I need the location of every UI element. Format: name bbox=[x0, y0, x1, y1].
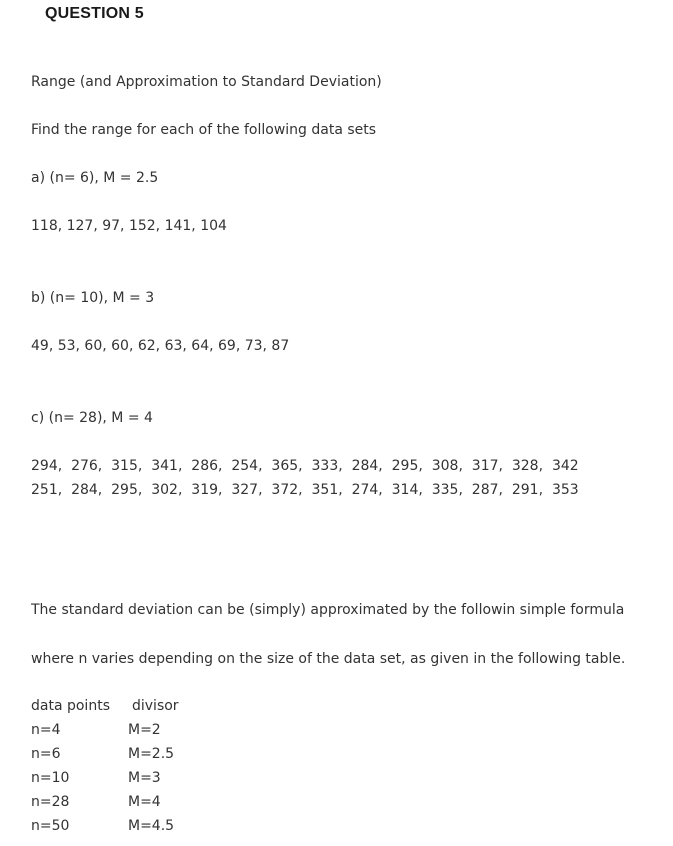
part-c-data-line2: 251, 284, 295, 302, 319, 327, 372, 351, 274, 314, 335, 287, 291, 353 bbox=[31, 482, 579, 498]
table-cell-m: M=4.5 bbox=[128, 818, 175, 834]
table-cell-m: M=3 bbox=[128, 770, 161, 786]
section-heading: Range (and Approximation to Standard Deviation) bbox=[31, 74, 382, 90]
table-cell-m: M=4 bbox=[128, 794, 161, 810]
table-row bbox=[31, 794, 231, 814]
part-c-label: c) (n= 28), M = 4 bbox=[31, 410, 153, 426]
part-a-label: a) (n= 6), M = 2.5 bbox=[31, 170, 159, 186]
table-header-data-points: data points bbox=[31, 698, 110, 714]
table-row bbox=[31, 770, 231, 790]
part-b-label: b) (n= 10), M = 3 bbox=[31, 290, 155, 306]
table-cell-n: n=4 bbox=[31, 722, 61, 738]
table-cell-m: M=2 bbox=[128, 722, 161, 738]
instruction-text: Find the range for each of the following data sets bbox=[31, 122, 377, 138]
table-row bbox=[31, 722, 231, 742]
table-cell-m: M=2.5 bbox=[128, 746, 175, 762]
approximation-text-line2: where n varies depending on the size of the data set, as given in the following table. bbox=[31, 651, 626, 667]
part-a-data: 118, 127, 97, 152, 141, 104 bbox=[31, 218, 227, 234]
table-cell-n: n=6 bbox=[31, 746, 61, 762]
table-cell-n: n=50 bbox=[31, 818, 70, 834]
question-title: QUESTION 5 bbox=[45, 5, 144, 22]
table-row bbox=[31, 818, 231, 838]
table-cell-n: n=28 bbox=[31, 794, 70, 810]
approximation-text-line1: The standard deviation can be (simply) approximated by the followin simple formula bbox=[31, 602, 625, 618]
table-cell-n: n=10 bbox=[31, 770, 70, 786]
part-c-data-line1: 294, 276, 315, 341, 286, 254, 365, 333, 284, 295, 308, 317, 328, 342 bbox=[31, 458, 579, 474]
part-b-data: 49, 53, 60, 60, 62, 63, 64, 69, 73, 87 bbox=[31, 338, 290, 354]
table-row bbox=[31, 746, 231, 766]
table-header-divisor: divisor bbox=[132, 698, 179, 714]
table-header-row bbox=[31, 698, 231, 718]
